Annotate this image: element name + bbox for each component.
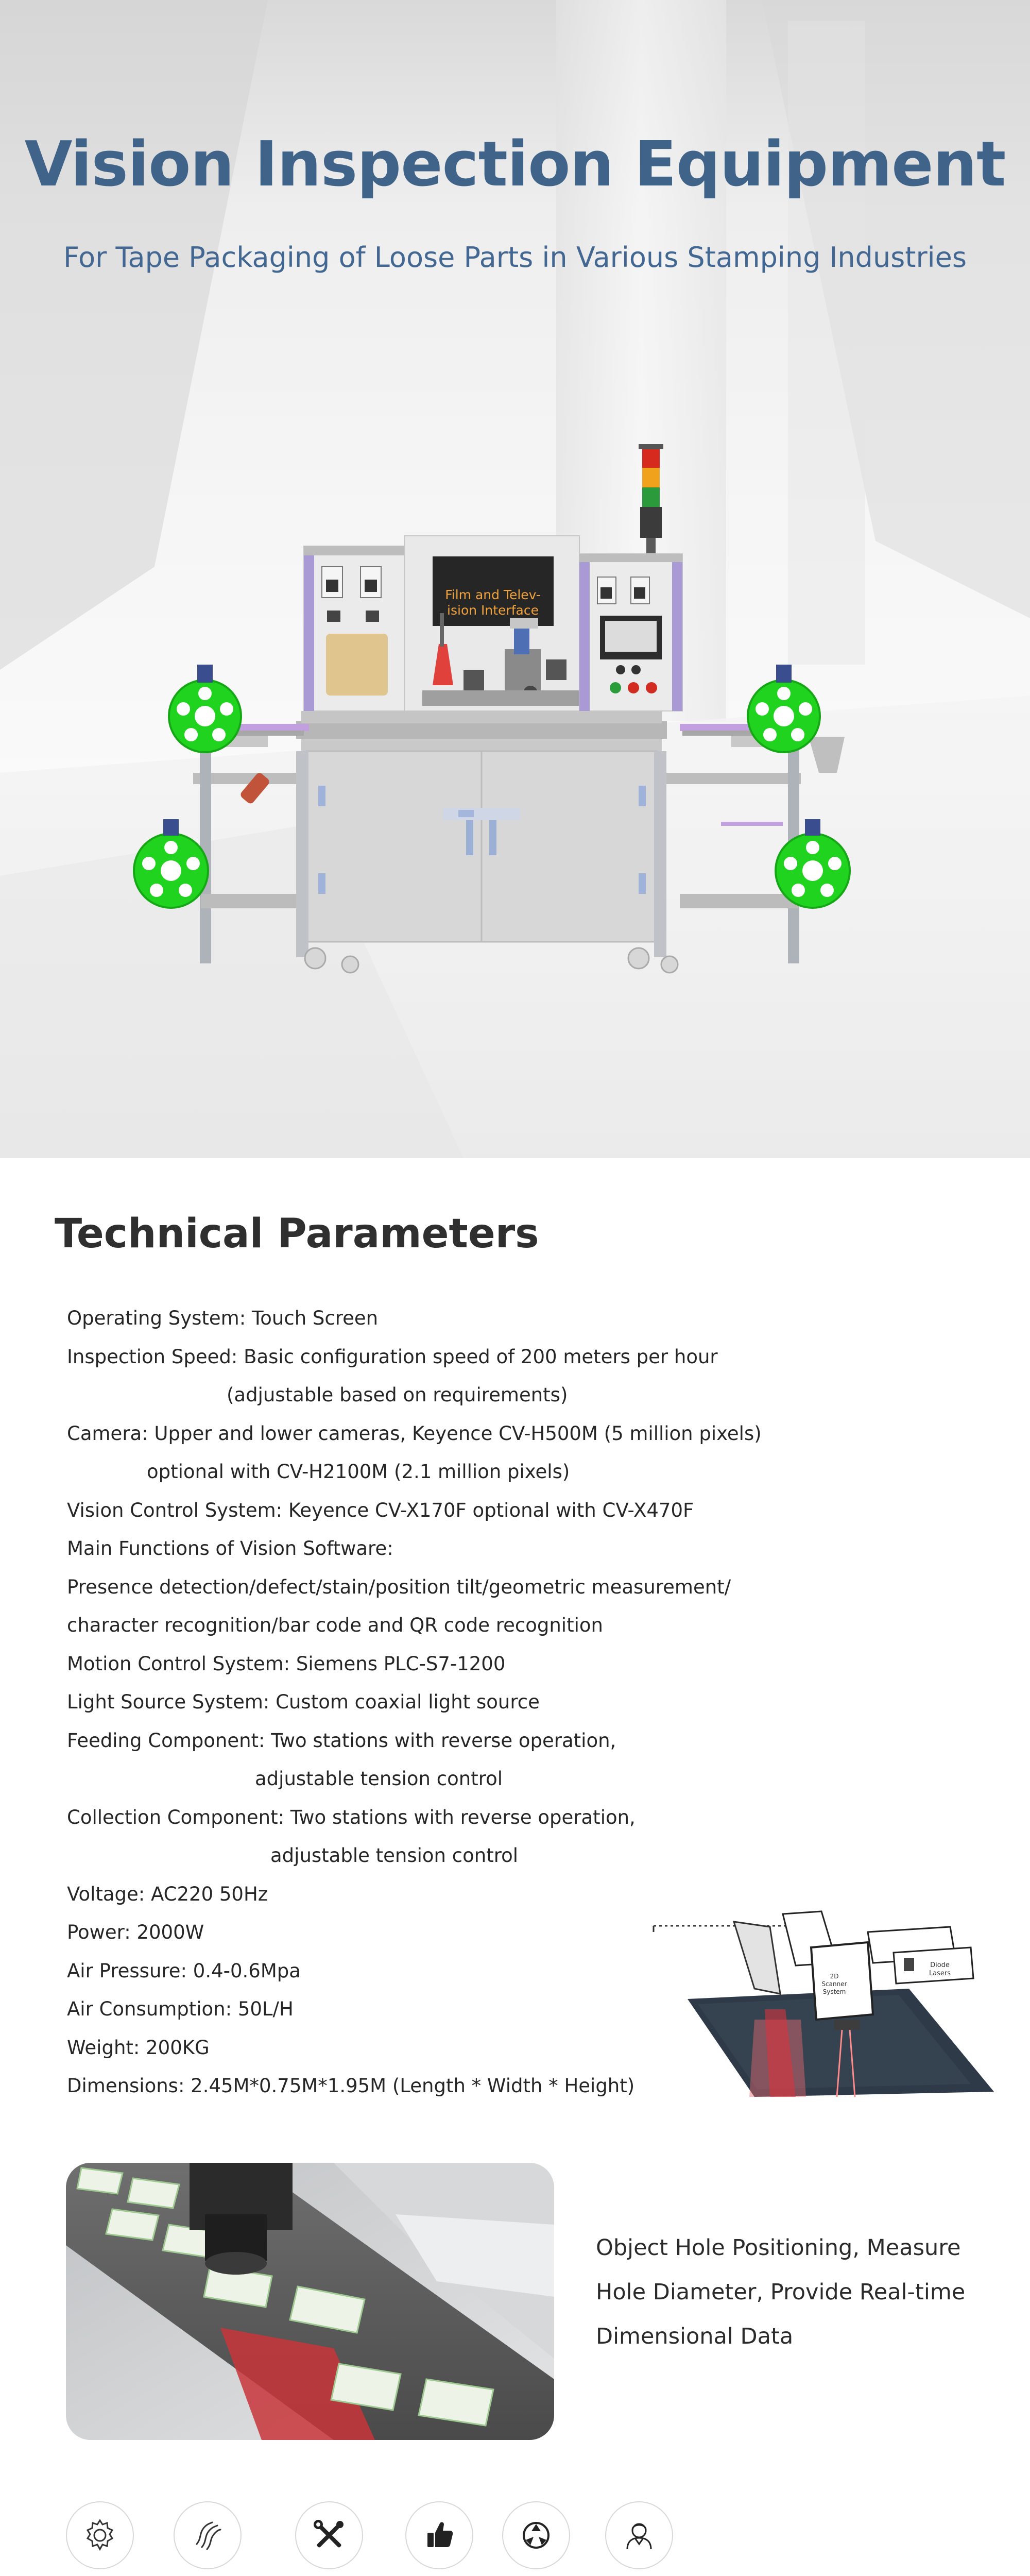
param-line: character recognition/bar code and QR code recognition [67,1614,603,1636]
reel-bottom-left-icon [134,819,208,908]
param-line: Presence detection/defect/stain/position tilt/geometric measurement/ [67,1575,731,1598]
param-line: optional with CV-H2100M (2.1 million pixels) [147,1461,570,1483]
param-line: Air Consumption: 50L/H [67,1998,294,2020]
screen-text-line-1: Film and Telev- [445,587,541,602]
param-line: Inspection Speed: Basic configuration speed of 200 meters per hour [67,1345,718,1368]
inspection-photo [66,2163,554,2440]
feature-description: Object Hole Positioning, Measure Hole Diameter, Provide Real-time Dimensional Data [596,2235,966,2349]
screen-text-line-2: ision Interface [447,603,539,618]
param-line: (adjustable based on requirements) [227,1384,568,1406]
reel-top-left-icon [169,665,241,752]
laser-scanner-diagram [651,1906,1002,2102]
reel-bottom-right-icon [776,819,850,908]
param-line: Feeding Component: Two stations with reverse operation, [67,1729,616,1752]
gear-icon [82,2517,118,2553]
cost-saving-icon [518,2517,554,2553]
reel-top-right-icon [748,665,820,752]
param-line: Vision Control System: Keyence CV-X170F optional with CV-X470F [67,1499,694,1521]
technical-parameters-title: Technical Parameters [55,1211,539,1257]
diagram-laser-line-1: Diode [930,1961,950,1969]
benefits-row [0,2501,1030,2576]
param-line: adjustable tension control [255,1768,503,1790]
tools-icon [311,2517,347,2553]
feeding-waves-icon [190,2517,226,2553]
param-line: Main Functions of Vision Software: [67,1537,393,1560]
benefit-item-improved-efficiency [295,2501,363,2569]
worker-icon [621,2517,657,2553]
thumbs-up-icon [421,2517,457,2553]
benefit-item-wear-resistant [405,2501,473,2569]
param-line: Motion Control System: Siemens PLC-S7-1200 [67,1652,506,1675]
machine-illustration [124,443,865,1036]
param-line: Light Source System: Custom coaxial light source [67,1691,540,1713]
diagram-scanner-line-3: System [822,1988,846,1995]
signal-tower-icon [639,444,663,569]
param-line: Collection Component: Two stations with reverse operation, [67,1806,636,1828]
param-line: Weight: 200KG [67,2036,210,2059]
benefit-item-labor-replacement [605,2501,673,2569]
param-line: Camera: Upper and lower cameras, Keyence CV-H500M (5 million pixels) [67,1422,762,1445]
benefit-item-stable-feeding [174,2501,242,2569]
param-line: Air Pressure: 0.4-0.6Mpa [67,1959,301,1982]
param-line: adjustable tension control [270,1844,519,1867]
benefit-item-cost-saving [502,2501,570,2569]
diagram-scanner-line-1: 2D [830,1973,839,1980]
hero-title: Vision Inspection Equipment [24,129,1006,200]
diagram-scanner-line-2: Scanner [821,1980,847,1988]
hero-section [0,0,1030,1158]
hero-subtitle: For Tape Packaging of Loose Parts in Various Stamping Industries [63,241,967,274]
param-line: Voltage: AC220 50Hz [67,1883,268,1905]
parameter-list [67,1299,762,2106]
param-line: Operating System: Touch Screen [67,1307,379,1329]
benefit-item-stable-operation [66,2501,134,2569]
param-line: Dimensions: 2.45M*0.75M*1.95M (Length * Width * Height) [67,2075,635,2097]
diagram-laser-line-2: Lasers [929,1970,951,1977]
param-line: Power: 2000W [67,1921,204,1943]
